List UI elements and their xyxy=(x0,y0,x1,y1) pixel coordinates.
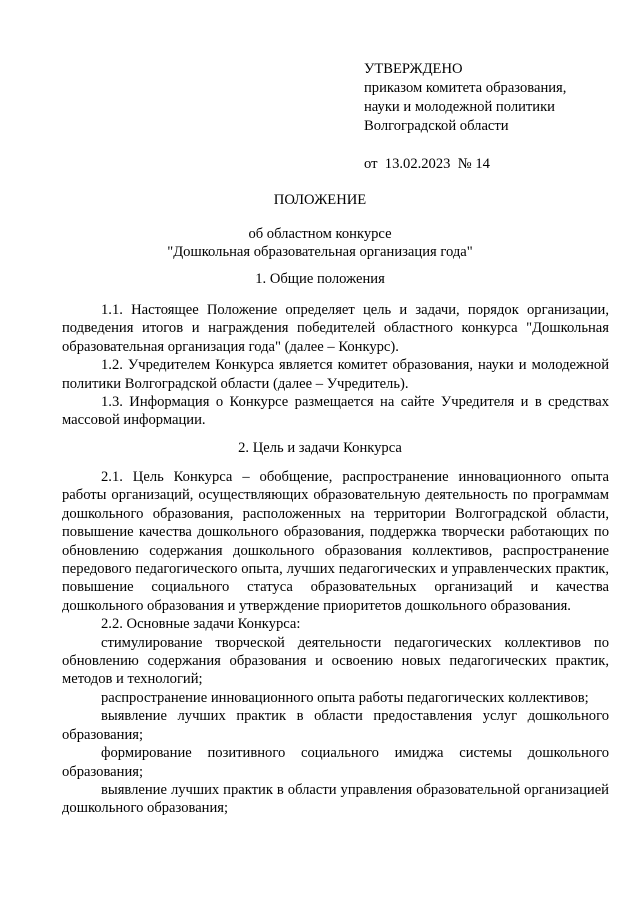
paragraph: 2.2. Основные задачи Конкурса: xyxy=(101,616,301,633)
paragraph: стимулирование творческой деятельности педагогических коллективов по обновлению содержания образования и освоению новых педагогических практик, методов и технологий; xyxy=(62,634,609,688)
section-1-body xyxy=(62,301,609,430)
approval-heading: УТВЕРЖДЕНО xyxy=(364,61,463,77)
approval-line-2: науки и молодежной политики xyxy=(364,99,555,115)
approval-line-3: Волгоградской области xyxy=(364,118,509,134)
paragraph: выявление лучших практик в области управления образовательной организацией дошкольного образования; xyxy=(62,781,609,817)
approval-date: от 13.02.2023 № 14 xyxy=(364,156,490,172)
document-subtitle-1: об областном конкурсе xyxy=(248,226,392,242)
section-1-heading: 1. Общие положения xyxy=(255,271,385,287)
section-2-heading: 2. Цель и задачи Конкурса xyxy=(238,440,402,456)
paragraph: формирование позитивного социального имиджа системы дошкольного образования; xyxy=(62,745,609,780)
document-title: ПОЛОЖЕНИЕ xyxy=(273,192,367,208)
paragraph: 2.1. Цель Конкурса – обобщение, распространение инновационного опыта работы организаций, осуществляющих образовательную деятельность по программам дошкольного образования, расположенных на территории Волгоградской области, повышение качества дошкольного образования, поддержка творчески работающих по обновлению содержания дошкольного образования коллективов, распространение передового педагогического опыта, лучших педагогических и управленческих практик, повышение социального статуса образовательных организаций и качества дошкольного образования и утверждение приоритетов дошкольного образования. xyxy=(62,469,609,614)
approval-block xyxy=(364,60,624,174)
paragraph: 1.2. Учредителем Конкурса является комитет образования, науки и молодежной политики Волгоградской области (далее – Учредитель). xyxy=(62,357,609,392)
paragraph: 1.3. Информация о Конкурсе размещается на сайте Учредителя и в средствах массовой информации. xyxy=(62,394,609,429)
section-2-body xyxy=(62,468,609,818)
paragraph: распространение инновационного опыта работы педагогических коллективов; xyxy=(101,689,589,706)
paragraph: выявление лучших практик в области предоставления услуг дошкольного образования; xyxy=(62,708,609,743)
paragraph: 1.1. Настоящее Положение определяет цель и задачи, порядок организации, подведения итогов и награждения победителей областного конкурса "Дошкольная образовательная организация года" (далее – Конкурс). xyxy=(62,302,609,355)
approval-line-1: приказом комитета образования, xyxy=(364,80,567,96)
document-subtitle-2: "Дошкольная образовательная организация года" xyxy=(167,244,473,260)
